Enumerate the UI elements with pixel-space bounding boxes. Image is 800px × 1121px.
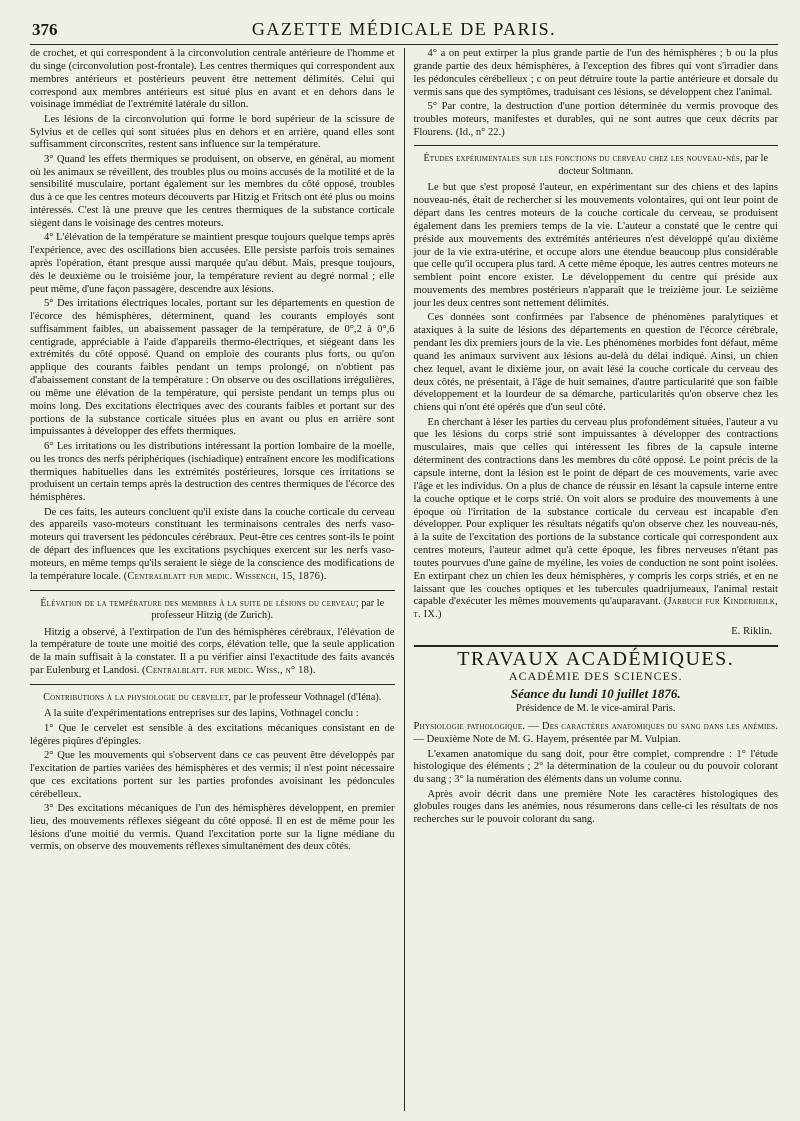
divider (414, 145, 779, 146)
paragraph: Ces données sont confirmées par l'absence de phénomènes paralytiques et ataxiques à la suite de lésions des départements en question de l'écorce cérébrale, pendant les dix premiers jours de la vie. Les phénomènes morbides font défaut, même quand les animaux survivent aux lésions au-delà du délai indiqué. Ainsi, un chien chez lequel, avant le dixième jour, on avait lésé la couche corticale du cerveau des deux côtés, ne présentait, à l'âge de huit semaines, d'autre particularité que son faible développement et la lourdeur de sa démarche, particularités qu'on observe chez les chiens qui n'ont été opérés que d'un seul côté. (413, 312, 778, 414)
article-author: , par le docteur Soltmann. (558, 153, 768, 177)
author-signature: E. Riklin. (731, 626, 772, 638)
journal-title: GAZETTE MÉDICALE DE PARIS. (251, 19, 557, 39)
article-heading (414, 721, 779, 747)
page-header (30, 18, 778, 45)
citation: (Centralblatt. fur medic. Wiss., n° 18). (142, 665, 316, 677)
paragraph: A la suite d'expérimentations entreprises sur des lapins, Vothnagel conclu : (44, 708, 359, 720)
paragraph: Après avoir décrit dans une première Note les caractères histologiques des globules rouges dans les anémies, nous résumerons dans celle-ci les résultats de nos recherches sur le pouvoir colorant du sang. (413, 788, 778, 826)
paragraph: 5° Des irritations électriques locales, portant sur les départements en question de l'écorce des hémisphères, déterminent, quand les courants employés sont suffisamment faibles, un abaissement passager de la température, de 0°,2 à 0°,6 centigrade, appréciable à l'aide d'appareils thermo-électriques, et siégeant dans les extrémités du côté opposé. Quand on emploie des courants plus forts, ou qu'on applique des courants faibles pendant un temps prolongé, on n'obtient pas d'abaissement constant de la température : On observe ou des oscillations irrégulières, ou même une élévation de la température, qui persiste pendant un temps plus ou moins long. Des excitations électriques avec des courants faibles et portant sur des portions de la substance corticale situées plus en avant ou plus en arrière sont impuissantes à développer des effets thermiques. (30, 298, 395, 438)
divider (30, 684, 395, 685)
article-title: — Des caractères anatomiques du sang dans les anémies. (525, 721, 778, 733)
article-label: Physiologie pathologique. (413, 721, 526, 733)
paragraph: 3° Des excitations mécaniques de l'un des hémisphères développent, en premier lieu, des mouvements réflexes siégeant du côté opposé. Il en est de même pour les lésions d'une moitié du vermis. Quand l'excitation porte sur la ligne médiane du vermis, on observe des mouvements réflexes simultanément des deux côtés. (30, 802, 395, 853)
session-date: Séance du lundi 10 juillet 1876. (510, 685, 681, 701)
article-author: — Deuxième Note de M. G. Hayem, présentée par M. Vulpian. (413, 734, 681, 746)
paragraph: 4° a on peut extirper la plus grande partie de l'un des hémisphères ; b ou la plus grande partie des deux hémisphères, à l'exception des fibres qui vont s'irradier dans les pédoncules cérébelleux ; c on peut détruire toute la partie antérieure et dorsale du vermis sans que des symptômes, traduisant ces lésions, se développent chez l'animal. (413, 48, 778, 98)
citation: (Jarbuch fur Kinderheilk, t. IX.) (413, 596, 778, 621)
paragraph (30, 627, 395, 678)
paragraph: 6° Les irritations ou les distributions intéressant la portion lombaire de la moelle, ou les troncs des nerfs périphériques (ischiadique) entraînent encore les modifications thermiques habituelles dans les extrémités postérieures, lorsque ces irritations se produisent un certain temps après la destruction des centres thermiques de l'écorce des hémisphères. (30, 440, 395, 504)
article-heading (30, 692, 395, 705)
article-author: , par le professeur Vothnagel (d'Iéna). (228, 691, 382, 703)
article-heading (414, 153, 779, 178)
page-number: 376 (32, 20, 58, 39)
citation: (Centralblatt fur medic. Wissench, 15, 1876). (123, 570, 327, 582)
presidency-line: Présidence de M. le vice-amiral Paris. (516, 703, 676, 715)
paragraph (30, 507, 395, 584)
left-column (30, 48, 404, 1111)
paragraph: L'examen anatomique du sang doit, pour être complet, comprendre : 1° l'étude histologique des éléments ; 2° la détermination de la couleur ou du pouvoir colorant du sang ; 3° la numération des éléments dans un volume connu. (413, 748, 778, 786)
section-subtitle: ACADÉMIE DES SCIENCES. (508, 668, 683, 683)
paragraph: 5° Par contre, la destruction d'une portion déterminée du vermis provoque des troubles moteurs, manifestes et durables, qui ne sont autres que ceux décrits par Flourens. (Id., n° 22.) (413, 100, 778, 138)
paragraph: de crochet, et qui correspondent à la circonvolution centrale antérieure de l'homme et du singe (circonvolution post-frontale). Les centres thermiques qui correspondent aux membres antérieurs et postérieurs peuvent être nettement délimités. Celui qui correspond aux membres antérieurs est situé plus en avant et en dehors dans le voisinage immédiat de l'extrémité latérale du sillon. (30, 48, 395, 111)
article-title: Élévation de la température des membres à la suite de lésions du cerveau (40, 597, 356, 609)
paragraph: 2° Que les mouvements qui s'observent dans ce cas peuvent être développés par l'excitation de parties variées des hémisphères et des vermis; il n'est point nécessaire que ces excitations portent sur les parties profondes avoisinant les pédoncules cérébelleux. (30, 750, 395, 800)
paragraph: Les lésions de la circonvolution qui forme le bord supérieur de la scissure de Sylvius et de celles qui sont situées plus en dehors et en arrière, quand elles sont suffisamment circonscrites, restent sans influence sur la température. (30, 113, 395, 151)
section-divider (414, 645, 779, 647)
paragraph-text: En cherchant à léser les parties du cerveau plus profondément situées, l'auteur a vu que les lésions du corps strié sont impuissantes à développer des contractions musculaires, mais que celles qui intéressent les fibres de la capsule interne déterminent des contractions dans les membres du côté opposé. Le point précis de la capsule interne, dont la lésion est le point de départ de ces mouvements, varie avec l'âge et les individus. On a plus de chance de réussir en lésant la capsule interne entre la couche optique et le corps strié. On voit alors se produire des mouvements à une époque où l'irritation de la substance corticale du cerveau est incapable d'en développer. Pour expliquer les résultats négatifs qu'on observe chez les nouveau-nés, à la suite de l'excitation des portions de la substance corticale qui correspondent aux centres moteurs, l'auteur admet qu'à cette époque, les fibres nerveuses n'étant pas toutes pourvues d'une gaîne de myéline, les voies de conduction ne sont point isolées. En extirpant chez un chien les deux hémisphères, y compris les corps striés, et en ne laissant que les couches optiques et les tubercules quadrijumeaux, l'animal restait capable d'exécuter les mêmes mouvements qu'auparavant. (413, 416, 778, 608)
paragraph (414, 417, 779, 623)
right-column (405, 48, 779, 1111)
paragraph-text: Hitzig a observé, à l'extirpation de l'un des hémisphères cérébraux, l'élévation de la température de toute une moitié des corps, élévation telle, que la seule application de la main suffisait à la constater. Il a pu vérifier ainsi l'exactitude des faits avancés par Eulenburg et Landosi. (30, 626, 395, 677)
text-columns (30, 48, 778, 1111)
article-author: ; par le professeur Hitzig (de Zurich). (151, 597, 385, 622)
article-heading (30, 598, 395, 623)
paragraph: 4° L'élévation de la température se maintient presque toujours quelque temps après l'expérience, avec des oscillations bien accusées. Elle persiste parfois trois semaines après l'opération, étant presque aussi marquée qu'au début. Mais, presque toujours, dès le deuxième ou le troisième jour, la température revient au degré normal ; elle peut même, d'une façon passagère, descendre aux lésions. (30, 232, 395, 295)
paragraph: Le but que s'est proposé l'auteur, en expérimentant sur des chiens et des lapins nouveau-nés, était de rechercher si les mouvements volontaires, qui ont leur point de départ dans les centres moteurs de la couche corticale du cerveau, se produisent également dans les premiers temps de la vie. L'auteur a constaté que le centre qui préside aux mouvements des extrémités antérieures n'est développé qu'au dixième jour de la vie extra-utérine, et occupe alors une étendue beaucoup plus considérable que celle qu'il occupera plus tard. A cette même époque, les autres centres moteurs ne semblent point encore exister. Le développement du centre qui préside aux mouvements des membres postérieurs n'apparaît que le treizième jour. Le seizième jour les deux centres sont nettement délimités. (413, 182, 778, 309)
article-title: Études expérimentales sur les fonctions du cerveau chez les nouveau-nés (423, 153, 740, 165)
paragraph: 3° Quand les effets thermiques se produisent, on observe, en général, au moment où les animaux se réveillent, des troubles plus ou moins accusés de la motilité et de la sensibilité musculaire, portant également sur les membres du côté opposé, troubles dus à ce que les centres moteurs découverts par Hitzig et Fritsch ont été plus ou moins intéressés. C'est là une preuve que les centres thermiques de la substance corticale siègent dans le voisinage des centres moteurs. (30, 153, 395, 229)
section-title: TRAVAUX ACADÉMIQUES. (457, 647, 735, 670)
paragraph-text: De ces faits, les auteurs concluent qu'il existe dans la couche corticale du cerveau des appareils vaso-moteurs constituant les terminaisons centrales des nerfs vaso-moteurs qui traversent les pédoncules cérébraux. Peut-être ces centres sont-ils le point de départ des influences que les excitations psychiques exercent sur les nerfs vaso-moteurs, en même temps qu'ils seraient le siège de la conscience des modifications de la température locale. (30, 506, 395, 582)
divider (30, 590, 395, 591)
paragraph: 1° Que le cervelet est sensible à des excitations mécaniques consistant en de légères piqûres d'épingles. (30, 722, 395, 747)
article-title: Contributions à la physiologie du cervelet (43, 691, 229, 703)
